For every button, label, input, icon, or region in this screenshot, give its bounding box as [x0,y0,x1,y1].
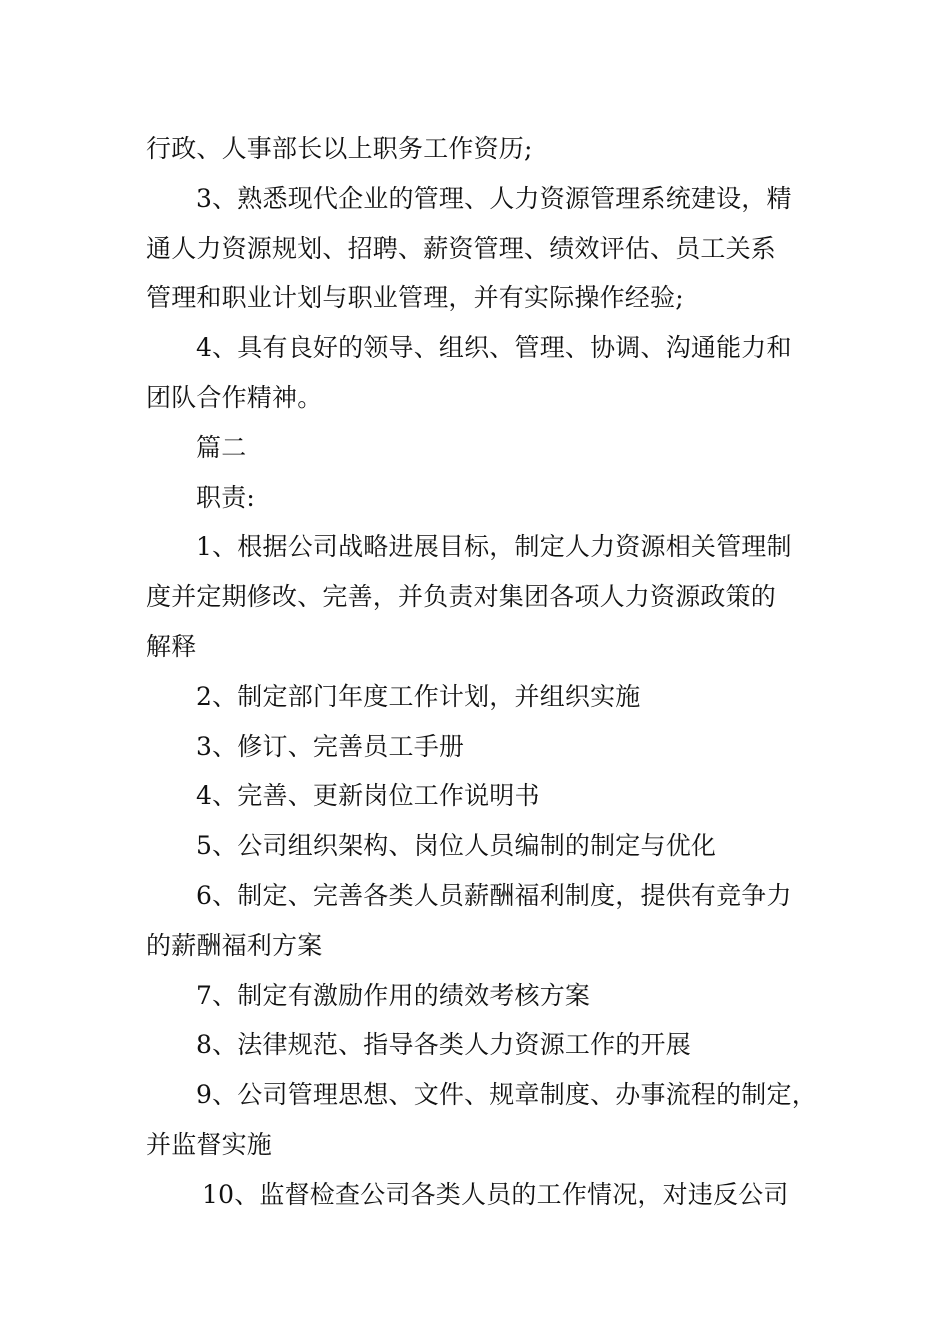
text-line: 1、根据公司战略进展目标，制定人力资源相关管理制 [196,532,792,562]
text-line: 行政、人事部长以上职务工作资历; [146,134,533,163]
text-line: 6、制定、完善各类人员薪酬福利制度，提供有竞争力 [196,880,792,910]
text-line: 4、完善、更新岗位工作说明书 [196,781,540,811]
text-line: 5、公司组织架构、岗位人员编制的制定与优化 [196,831,717,861]
text-line: 4、具有良好的领导、组织、管理、协调、沟通能力和 [196,333,792,363]
text-line: 3、熟悉现代企业的管理、人力资源管理系统建设，精 [196,183,792,213]
text-line: 9、公司管理思想、文件、规章制度、办事流程的制定， [196,1080,817,1110]
document-body [146,124,817,1220]
section-heading: 篇二 [196,432,247,462]
text-line: 解释 [146,631,197,661]
text-line: 的薪酬福利方案 [146,930,323,960]
text-line: 通人力资源规划、招聘、薪资管理、绩效评估、员工关系 [146,233,777,263]
text-line: 3、修订、完善员工手册 [196,731,465,761]
text-line: 2、制定部门年度工作计划，并组织实施 [196,681,641,711]
text-line: 并监督实施 [146,1129,273,1159]
text-line: 8、法律规范、指导各类人力资源工作的开展 [196,1030,691,1060]
text-line: 团队合作精神。 [146,382,323,412]
text-line: 度并定期修改、完善，并负责对集团各项人力资源政策的 [146,582,777,612]
text-line: 7、制定有激励作用的绩效考核方案 [196,980,591,1010]
text-line: 10、监督检查公司各类人员的工作情况，对违反公司 [202,1179,789,1209]
text-line: 管理和职业计划与职业管理，并有实际操作经验; [146,283,684,313]
subsection-heading: 职责: [196,482,256,512]
